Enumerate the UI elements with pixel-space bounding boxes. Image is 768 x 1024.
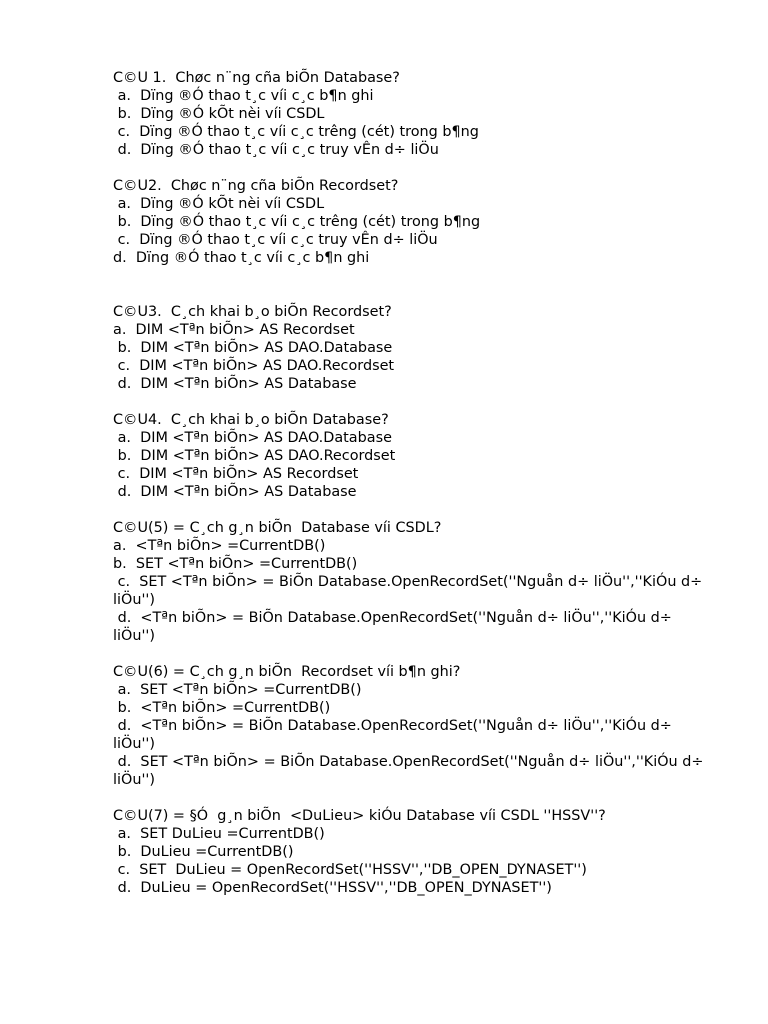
question-block	[113, 519, 713, 645]
question-block	[113, 69, 713, 159]
question-block	[113, 303, 713, 393]
question-title: C©U4. C¸ch khai b¸o biÕn Database?	[113, 412, 389, 428]
answer-option: b. Dïng ®Ó kÕt nèi víi CSDL	[113, 106, 325, 122]
answer-option: d. DIM <Tªn biÕn> AS Database	[113, 376, 357, 392]
answer-option: d. Dïng ®Ó thao t¸c víi c¸c truy vÊn d÷ liÖu	[113, 142, 439, 158]
question-title: C©U 1. Chøc n¨ng cña biÕn Database?	[113, 70, 400, 86]
answer-option: d. Dïng ®Ó thao t¸c víi c¸c b¶n ghi	[113, 250, 370, 266]
question-block	[113, 411, 713, 501]
answer-option: a. DIM <Tªn biÕn> AS Recordset	[113, 322, 355, 338]
answer-option: a. DIM <Tªn biÕn> AS DAO.Database	[113, 430, 392, 446]
answer-option: b. Dïng ®Ó thao t¸c víi c¸c trêng (cét) trong b¶ng	[113, 214, 481, 230]
answer-option: c. DIM <Tªn biÕn> AS Recordset	[113, 466, 359, 482]
answer-option: a. Dïng ®Ó thao t¸c víi c¸c b¶n ghi	[113, 88, 374, 104]
answer-option: c. DIM <Tªn biÕn> AS DAO.Recordset	[113, 358, 395, 374]
answer-option: a. Dïng ®Ó kÕt nèi víi CSDL	[113, 196, 325, 212]
answer-option: d. SET <Tªn biÕn> = BiÕn Database.OpenRecordSet(''Nguån d÷ liÖu'',''KiÓu d÷ liÖu'')	[113, 754, 709, 788]
answer-option: c. SET <Tªn biÕn> = BiÕn Database.OpenRecordSet(''Nguån d÷ liÖu'',''KiÓu d÷ liÖu'')	[113, 574, 707, 608]
answer-option: c. Dïng ®Ó thao t¸c víi c¸c truy vÊn d÷ liÖu	[113, 232, 438, 248]
answer-option: d. DuLieu = OpenRecordSet(''HSSV'',''DB_OPEN_DYNASET'')	[113, 880, 552, 896]
answer-option: a. SET DuLieu =CurrentDB()	[113, 826, 325, 842]
answer-option: d. <Tªn biÕn> = BiÕn Database.OpenRecordSet(''Nguån d÷ liÖu'',''KiÓu d÷ liÖu'')	[113, 610, 677, 644]
question-title: C©U2. Chøc n¨ng cña biÕn Recordset?	[113, 178, 399, 194]
question-title: C©U(5) = C¸ch g¸n biÕn Database víi CSDL?	[113, 520, 442, 536]
question-block	[113, 807, 713, 897]
question-block	[113, 663, 713, 789]
answer-option: d. DIM <Tªn biÕn> AS Database	[113, 484, 357, 500]
document-content	[113, 69, 713, 897]
answer-option: a. SET <Tªn biÕn> =CurrentDB()	[113, 682, 362, 698]
question-block	[113, 177, 713, 267]
question-title: C©U(6) = C¸ch g¸n biÕn Recordset víi b¶n ghi?	[113, 664, 461, 680]
answer-option: b. <Tªn biÕn> =CurrentDB()	[113, 700, 331, 716]
answer-option: d. <Tªn biÕn> = BiÕn Database.OpenRecordSet(''Nguån d÷ liÖu'',''KiÓu d÷ liÖu'')	[113, 718, 677, 752]
question-title: C©U(7) = §Ó g¸n biÕn <DuLieu> kiÓu Database víi CSDL ''HSSV''?	[113, 808, 606, 824]
answer-option: b. SET <Tªn biÕn> =CurrentDB()	[113, 556, 358, 572]
answer-option: a. <Tªn biÕn> =CurrentDB()	[113, 538, 326, 554]
answer-option: b. DIM <Tªn biÕn> AS DAO.Recordset	[113, 448, 396, 464]
answer-option: b. DuLieu =CurrentDB()	[113, 844, 294, 860]
answer-option: b. DIM <Tªn biÕn> AS DAO.Database	[113, 340, 393, 356]
answer-option: c. Dïng ®Ó thao t¸c víi c¸c trêng (cét) trong b¶ng	[113, 124, 479, 140]
question-title: C©U3. C¸ch khai b¸o biÕn Recordset?	[113, 304, 392, 320]
answer-option: c. SET DuLieu = OpenRecordSet(''HSSV'',''DB_OPEN_DYNASET'')	[113, 862, 587, 878]
